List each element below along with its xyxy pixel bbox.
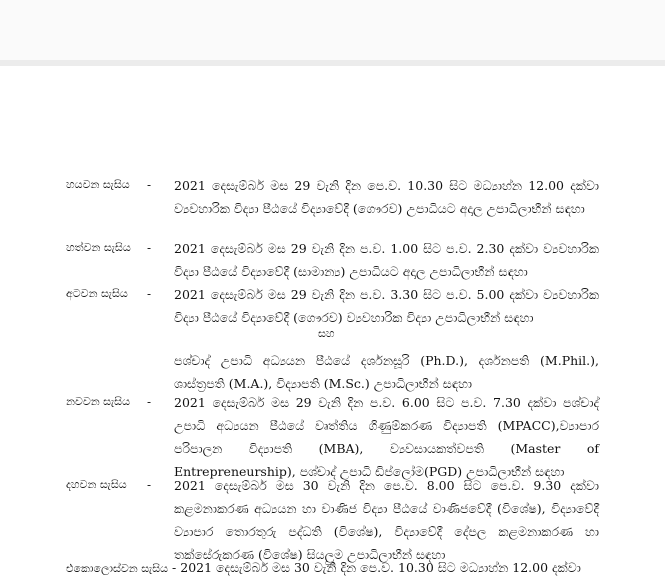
session-label: නවවන සැසිය <box>66 395 130 408</box>
session-dash: - <box>172 560 177 575</box>
session-text: 2021 දෙසැම්බර් මස 29 වැනි දින ප.ව. 1.00 සිට ප.ව. 2.30 දක්වා ව්‍යවහාරික විද්‍යා පීඨයේ විද්‍යාවේදී (සාමාන්‍ය) උපාධියට අදාල උපාධිලාභීන් සඳහා <box>174 241 599 279</box>
session-dash: - <box>147 395 152 409</box>
session-label: හත්වන සැසිය <box>66 241 131 254</box>
session-text: 2021 දෙසැම්බර් මස 29 වැනි දින පෙ.ව. 10.30 සිට මධ්‍යාහ්න 12.00 දක්වා ව්‍යවහාරික විද්‍යා පීඨයේ විද්‍යාවේදී (ගෞරව) උපාධියට අදාල උපාධිලාභීන් සඳහා <box>174 178 599 216</box>
session-label: දහවන සැසිය <box>66 478 127 491</box>
session-line <box>66 556 606 580</box>
session-label: හයවන සැසිය <box>66 178 130 191</box>
session-conjunction: සහ <box>318 327 335 340</box>
session-label: එකොලොස්වන සැසිය <box>66 562 169 575</box>
session-label: අටවන සැසිය <box>66 287 128 300</box>
session-text: 2021 දෙසැම්බර් මස 29 වැනි දින ප.ව. 3.30 සිට ප.ව. 5.00 දක්වා ව්‍යවහාරික විද්‍යා පීඨයේ විද්‍යාවේදී (ගෞරව) ව්‍යවහාරික විද්‍යා උපාධිලාභීන් සඳහා <box>174 287 599 325</box>
session-dash: - <box>147 178 152 192</box>
session-text-secondary: පශ්චාද් උපාධි අධ්‍යයන පීඨයේ දර්ශනසූරි (Ph.D.), දර්ශනපති (M.Phil.), ශාස්ත්‍රපති (M.A.), විද්‍යාපති (M.Sc.) උපාධිලාභීන් සඳහා <box>174 353 599 391</box>
page-divider <box>0 60 665 66</box>
session-dash: - <box>147 287 152 301</box>
page-top-band <box>0 0 665 60</box>
session-text: 2021 දෙසැම්බර් මස 29 වැනි දින ප.ව. 6.00 සිට ප.ව. 7.30 දක්වා පශ්චාද් උපාධි අධ්‍යයන පීඨයේ වෘත්තිය ගිණුම්කරණ විද්‍යාපති (MPACC),ව්‍යාපාර පරිපාලන විද්‍යාපති (MBA), ව්‍යවසායකත්වපති (Master of Entrepreneurship), පශ්චාද් උපාධි ඩිප්ලෝම(PGD) උපාධිලාභීන් සඳහා <box>174 395 599 479</box>
session-text: 2021 දෙසැම්බර් මස 30 වැනි දින පෙ.ව. 10.30 සිට මධ්‍යාහ්න 12.00 දක්වා <box>180 560 581 575</box>
session-dash: - <box>147 478 152 492</box>
session-text: 2021 දෙසැම්බර් මස 30 වැනි දින පෙ.ව. 8.00 සිට පෙ.ව. 9.30 දක්වා කළමනාකරණ අධ්‍යයන හා වාණිජ විද්‍යා පීඨයේ වාණිජවේදී (විශේෂ), විද්‍යාවේදී ව්‍යාපාර තොරතුරු පද්ධති (විශේෂ), විද්‍යාවේදී දේපල කළමනාකරණ හා තක්සේරුකරණ (විශේෂ) සියලුම උපාධිලාභීන් සඳහා <box>174 478 599 562</box>
session-dash: - <box>147 241 152 255</box>
